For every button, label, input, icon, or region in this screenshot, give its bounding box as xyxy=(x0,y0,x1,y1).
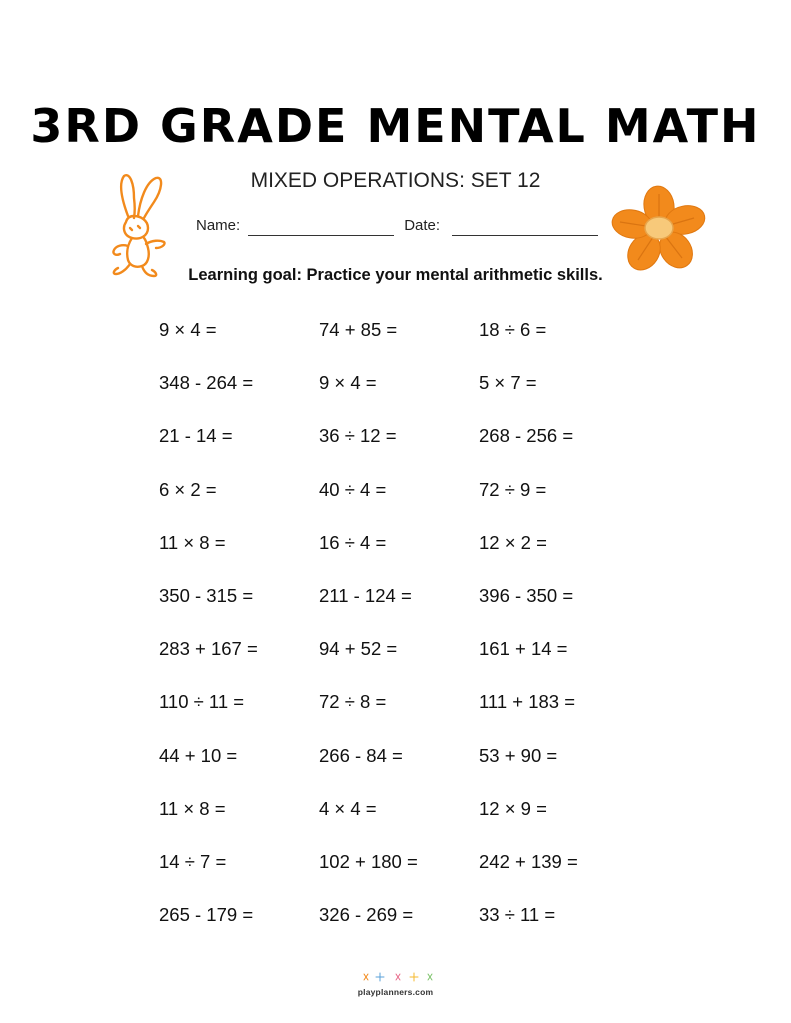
problem-row xyxy=(159,795,639,848)
math-problem: 265 - 179 = xyxy=(159,904,254,926)
math-problem: 12 × 2 = xyxy=(479,531,547,553)
name-date-row xyxy=(196,216,598,236)
math-problem: 326 - 269 = xyxy=(319,904,414,926)
math-problem: 11 × 8 = xyxy=(159,797,226,819)
problem-row xyxy=(159,582,639,635)
problem-row xyxy=(159,316,639,369)
brand-logo xyxy=(358,976,433,1000)
math-problem: 348 - 264 = xyxy=(159,372,254,394)
date-label: Date: xyxy=(404,217,441,234)
learning-goal: Learning goal: Practice your mental arithmetic skills. xyxy=(188,266,603,284)
problem-row xyxy=(159,901,639,954)
math-problem: 33 ÷ 11 = xyxy=(479,904,556,926)
math-problem: 40 ÷ 4 = xyxy=(319,478,387,500)
math-problem: 44 + 10 = xyxy=(159,744,238,766)
brand-url: playplanners.com xyxy=(357,987,434,997)
problem-row xyxy=(159,848,639,901)
math-problem: 11 × 8 = xyxy=(159,531,226,553)
logo-sparkle-icon xyxy=(358,972,438,982)
problem-row xyxy=(159,688,639,741)
problem-row xyxy=(159,422,639,475)
math-problem: 102 + 180 = xyxy=(319,850,418,872)
problem-row xyxy=(159,635,639,688)
math-problem: 21 - 14 = xyxy=(159,425,233,447)
name-label: Name: xyxy=(196,217,241,234)
problem-grid xyxy=(159,316,639,954)
math-problem: 16 ÷ 4 = xyxy=(319,531,387,553)
math-problem: 242 + 139 = xyxy=(479,850,578,872)
math-problem: 4 × 4 = xyxy=(319,797,377,819)
math-problem: 161 + 14 = xyxy=(479,638,568,660)
problem-row xyxy=(159,529,639,582)
math-problem: 6 × 2 = xyxy=(159,478,217,500)
worksheet-subtitle: MIXED OPERATIONS: SET 12 xyxy=(250,169,541,192)
footer xyxy=(0,976,791,1000)
math-problem: 110 ÷ 11 = xyxy=(159,691,245,713)
math-problem: 268 - 256 = xyxy=(479,425,574,447)
math-problem: 5 × 7 = xyxy=(479,372,537,394)
math-problem: 9 × 4 = xyxy=(319,372,377,394)
math-problem: 72 ÷ 8 = xyxy=(319,691,387,713)
math-problem: 9 × 4 = xyxy=(159,319,217,340)
math-problem: 72 ÷ 9 = xyxy=(479,478,547,500)
math-problem: 266 - 84 = xyxy=(319,744,403,766)
math-problem: 12 × 9 = xyxy=(479,797,547,819)
math-problem: 74 + 85 = xyxy=(319,319,398,340)
flower-icon xyxy=(610,184,708,272)
math-problem: 283 + 167 = xyxy=(159,638,258,660)
problem-row xyxy=(159,369,639,422)
math-problem: 396 - 350 = xyxy=(479,584,574,606)
math-problem: 18 ÷ 6 = xyxy=(479,319,547,340)
math-problem: 53 + 90 = xyxy=(479,744,558,766)
problem-row xyxy=(159,742,639,795)
math-problem: 14 ÷ 7 = xyxy=(159,850,227,872)
math-problem: 350 - 315 = xyxy=(159,584,254,606)
problem-row xyxy=(159,476,639,529)
math-problem: 36 ÷ 12 = xyxy=(319,425,397,447)
math-problem: 94 + 52 = xyxy=(319,638,398,660)
page-title: 3RD GRADE MENTAL MATH xyxy=(30,99,761,153)
math-problem: 211 - 124 = xyxy=(319,584,412,606)
math-problem: 111 + 183 = xyxy=(479,691,576,713)
date-field[interactable] xyxy=(452,219,598,236)
name-field[interactable] xyxy=(248,219,394,236)
